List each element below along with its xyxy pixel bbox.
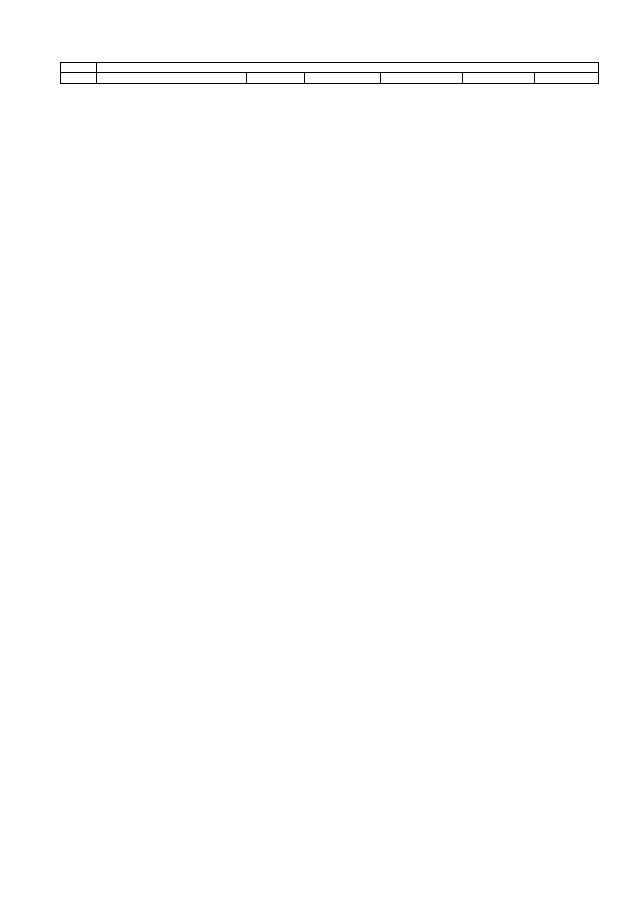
section-row xyxy=(61,63,599,73)
table-row xyxy=(61,73,599,83)
value-cell-total xyxy=(535,73,599,83)
value-cell-a xyxy=(305,73,381,83)
unit-cell xyxy=(247,73,305,83)
value-cell-c xyxy=(463,73,535,83)
indicator-name xyxy=(97,73,247,83)
tariffs-table xyxy=(60,62,599,84)
value-cell-b xyxy=(381,73,463,83)
row-number xyxy=(61,73,97,83)
tariffs-table-body xyxy=(61,63,599,84)
section-title xyxy=(97,63,599,73)
row-number xyxy=(61,63,97,73)
